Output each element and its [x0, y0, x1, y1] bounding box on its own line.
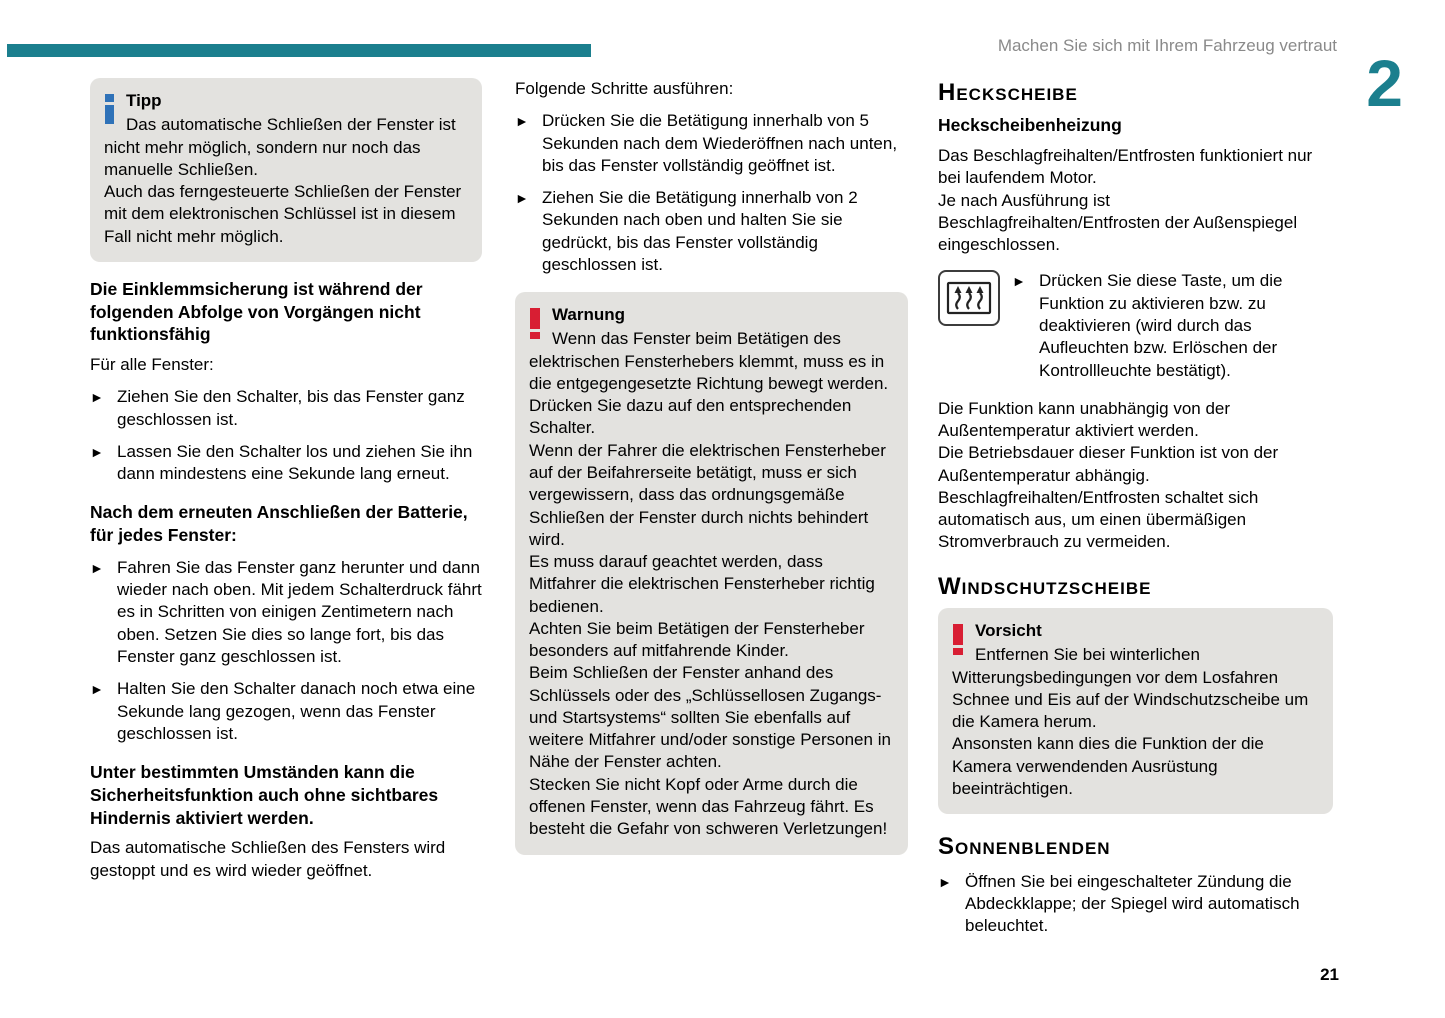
column-right [938, 78, 1333, 947]
instruction-item [515, 187, 908, 276]
paragraph: Das automatische Schließen des Fensters wird gestoppt und es wird wieder geöffnet. [90, 838, 446, 880]
paragraph: Die Betriebsdauer dieser Funktion ist von der Außentemperatur abhängig. [938, 443, 1279, 485]
exclamation-icon [953, 624, 964, 655]
instruction-text: Halten Sie den Schalter danach noch etwa eine Sekunde lang gezogen, wenn das Fenster geschlossen ist. [117, 679, 476, 743]
paragraph: Das Beschlagfreihalten/Entfrosten funktioniert nur bei laufendem Motor. [938, 146, 1313, 188]
warning-paragraph: Wenn das Fenster beim Betätigen des elektrischen Fensterhebers klemmt, muss es in die entgegengesetzte Richtung bewegt werden. Drücken Sie dazu auf den entsprechenden Schalter. [529, 329, 889, 438]
accent-bar [7, 44, 591, 57]
bullet-arrow-icon: ► [938, 873, 952, 890]
paragraph: Je nach Ausführung ist Beschlagfreihalten/Entfrosten der Außenspiegel eingeschlossen. [938, 190, 1298, 255]
instruction-text: Ziehen Sie die Betätigung innerhalb von 2 Sekunden nach oben und halten Sie sie gedrückt, bis das Fenster vollständig geschlossen ist. [542, 188, 858, 274]
instruction-text: Öffnen Sie bei eingeschalteter Zündung die Abdeckklappe; der Spiegel wird automatisch beleuchtet. [965, 871, 1300, 936]
caution-paragraph: Entfernen Sie bei winterlichen Witterungsbedingungen vor dem Losfahren Schnee und Eis auf der Windschutzscheibe um die Kamera herum. [952, 645, 1309, 732]
instruction-text: Ziehen Sie den Schalter, bis das Fenster ganz geschlossen ist. [117, 387, 465, 429]
warning-box-text [529, 328, 894, 840]
bullet-arrow-icon: ► [90, 389, 104, 406]
caution-box [938, 608, 1333, 814]
warning-box [515, 292, 908, 854]
bullet-arrow-icon: ► [90, 443, 104, 460]
warning-paragraph: Es muss darauf geachtet werden, dass Mitfahrer die elektrischen Fensterheber richtig bedienen. [529, 552, 875, 616]
warning-paragraph: Beim Schließen der Fenster anhand des Schlüssels oder des „Schlüssellosen Zugangs- und Startsystems“ sollten Sie ebenfalls auf weitere Mitfahrer und/oder sonstige Personen in Nähe der Fenster achten. [529, 663, 891, 772]
instruction-item [1012, 270, 1333, 381]
defrost-button-row [938, 270, 1333, 381]
warning-paragraph: Stecken Sie nicht Kopf oder Arme durch die offenen Fenster, wenn das Fahrzeug fährt. Es besteht die Gefahr von schweren Verletzungen! [529, 774, 888, 839]
rear-window-defrost-icon [946, 279, 992, 317]
tip-paragraph: Das automatische Schließen der Fenster ist nicht mehr möglich, sondern nur noch das manuelle Schließen. [104, 115, 456, 179]
paragraph: Die Funktion kann unabhängig von der Außentemperatur aktiviert werden. [938, 398, 1231, 441]
bullet-arrow-icon: ► [515, 113, 529, 130]
paragraph: Beschlagfreihalten/Entfrosten schaltet sich automatisch aus, um einen übermäßigen Stromverbrauch zu vermeiden. [938, 487, 1259, 552]
instruction-item [90, 441, 482, 486]
section-heading: Die Einklemmsicherung ist während der folgenden Abfolge von Vorgängen nicht funktionsfähig [90, 278, 423, 345]
subsection-heading: Heckscheibenheizung [938, 115, 1122, 136]
instruction-text: Lassen Sie den Schalter los und ziehen Sie ihn dann mindestens eine Sekunde lang erneut. [117, 441, 473, 484]
chapter-section-heading: Heckscheibe [938, 79, 1078, 106]
warning-paragraph: Achten Sie beim Betätigen der Fensterheber besonders auf mitfahrende Kinder. [529, 618, 865, 661]
tip-box-title: Tipp [126, 91, 162, 110]
bullet-arrow-icon: ► [90, 681, 104, 698]
section-heading: Nach dem erneuten Anschließen der Batterie, für jedes Fenster: [90, 502, 468, 546]
column-left [90, 78, 482, 882]
instruction-item [90, 557, 482, 668]
paragraph: Folgende Schritte ausführen: [515, 79, 734, 98]
caution-box-text [952, 644, 1319, 800]
section-heading: Unter bestimmten Umständen kann die Sicherheitsfunktion auch ohne sichtbares Hindernis aktiviert werden. [90, 762, 439, 828]
caution-box-title: Vorsicht [975, 621, 1042, 641]
chapter-section-heading: Windschutzscheibe [938, 572, 1152, 600]
instruction-item [515, 110, 908, 177]
bullet-arrow-icon: ► [515, 190, 529, 207]
paragraph: Für alle Fenster: [90, 355, 214, 375]
info-icon [105, 94, 115, 124]
exclamation-icon [530, 308, 541, 339]
bullet-arrow-icon: ► [1012, 273, 1026, 290]
column-middle [515, 78, 908, 871]
warning-box-title: Warnung [552, 305, 626, 325]
running-title: Machen Sie sich mit Ihrem Fahrzeug vertraut [997, 36, 1337, 55]
bullet-arrow-icon: ► [90, 559, 104, 576]
chapter-section-heading: Sonnenblenden [938, 833, 1111, 861]
instruction-item [90, 678, 482, 745]
instruction-text: Drücken Sie diese Taste, um die Funktion zu aktivieren bzw. zu deaktivieren (wird durch das Aufleuchten bzw. Erlöschen der Kontrollleuchte bestätigt). [1039, 271, 1283, 380]
chapter-number: 2 [1366, 46, 1403, 120]
instruction-text: Drücken Sie die Betätigung innerhalb von 5 Sekunden nach dem Wiederöffnen nach unten, bis das Fenster vollständig geöffnet ist. [542, 111, 898, 175]
tip-box [90, 78, 482, 262]
tip-box-text [104, 114, 468, 248]
warning-paragraph: Wenn der Fahrer die elektrischen Fensterheber auf der Beifahrerseite betätigt, muss er sich vergewissern, dass das ordnungsgemäße Schließen der Fenster durch nichts behindert wird. [529, 440, 886, 549]
page-number: 21 [1320, 964, 1339, 984]
defrost-button [938, 270, 1000, 326]
tip-paragraph: Auch das ferngesteuerte Schließen der Fenster mit dem elektronischen Schlüssel ist in diesem Fall nicht mehr möglich. [104, 182, 462, 246]
instruction-text: Fahren Sie das Fenster ganz herunter und dann wieder nach oben. Mit jedem Schalterdruck fährt es in Schritten von einigen Zentimetern nach oben. Setzen Sie dies so lange fort, bis das Fenster ganz geschlossen ist. [117, 557, 482, 666]
instruction-item [90, 386, 482, 431]
instruction-item [938, 871, 1333, 938]
caution-paragraph: Ansonsten kann dies die Funktion der die Kamera verwendenden Ausrüstung beeinträchtigen. [952, 734, 1264, 798]
